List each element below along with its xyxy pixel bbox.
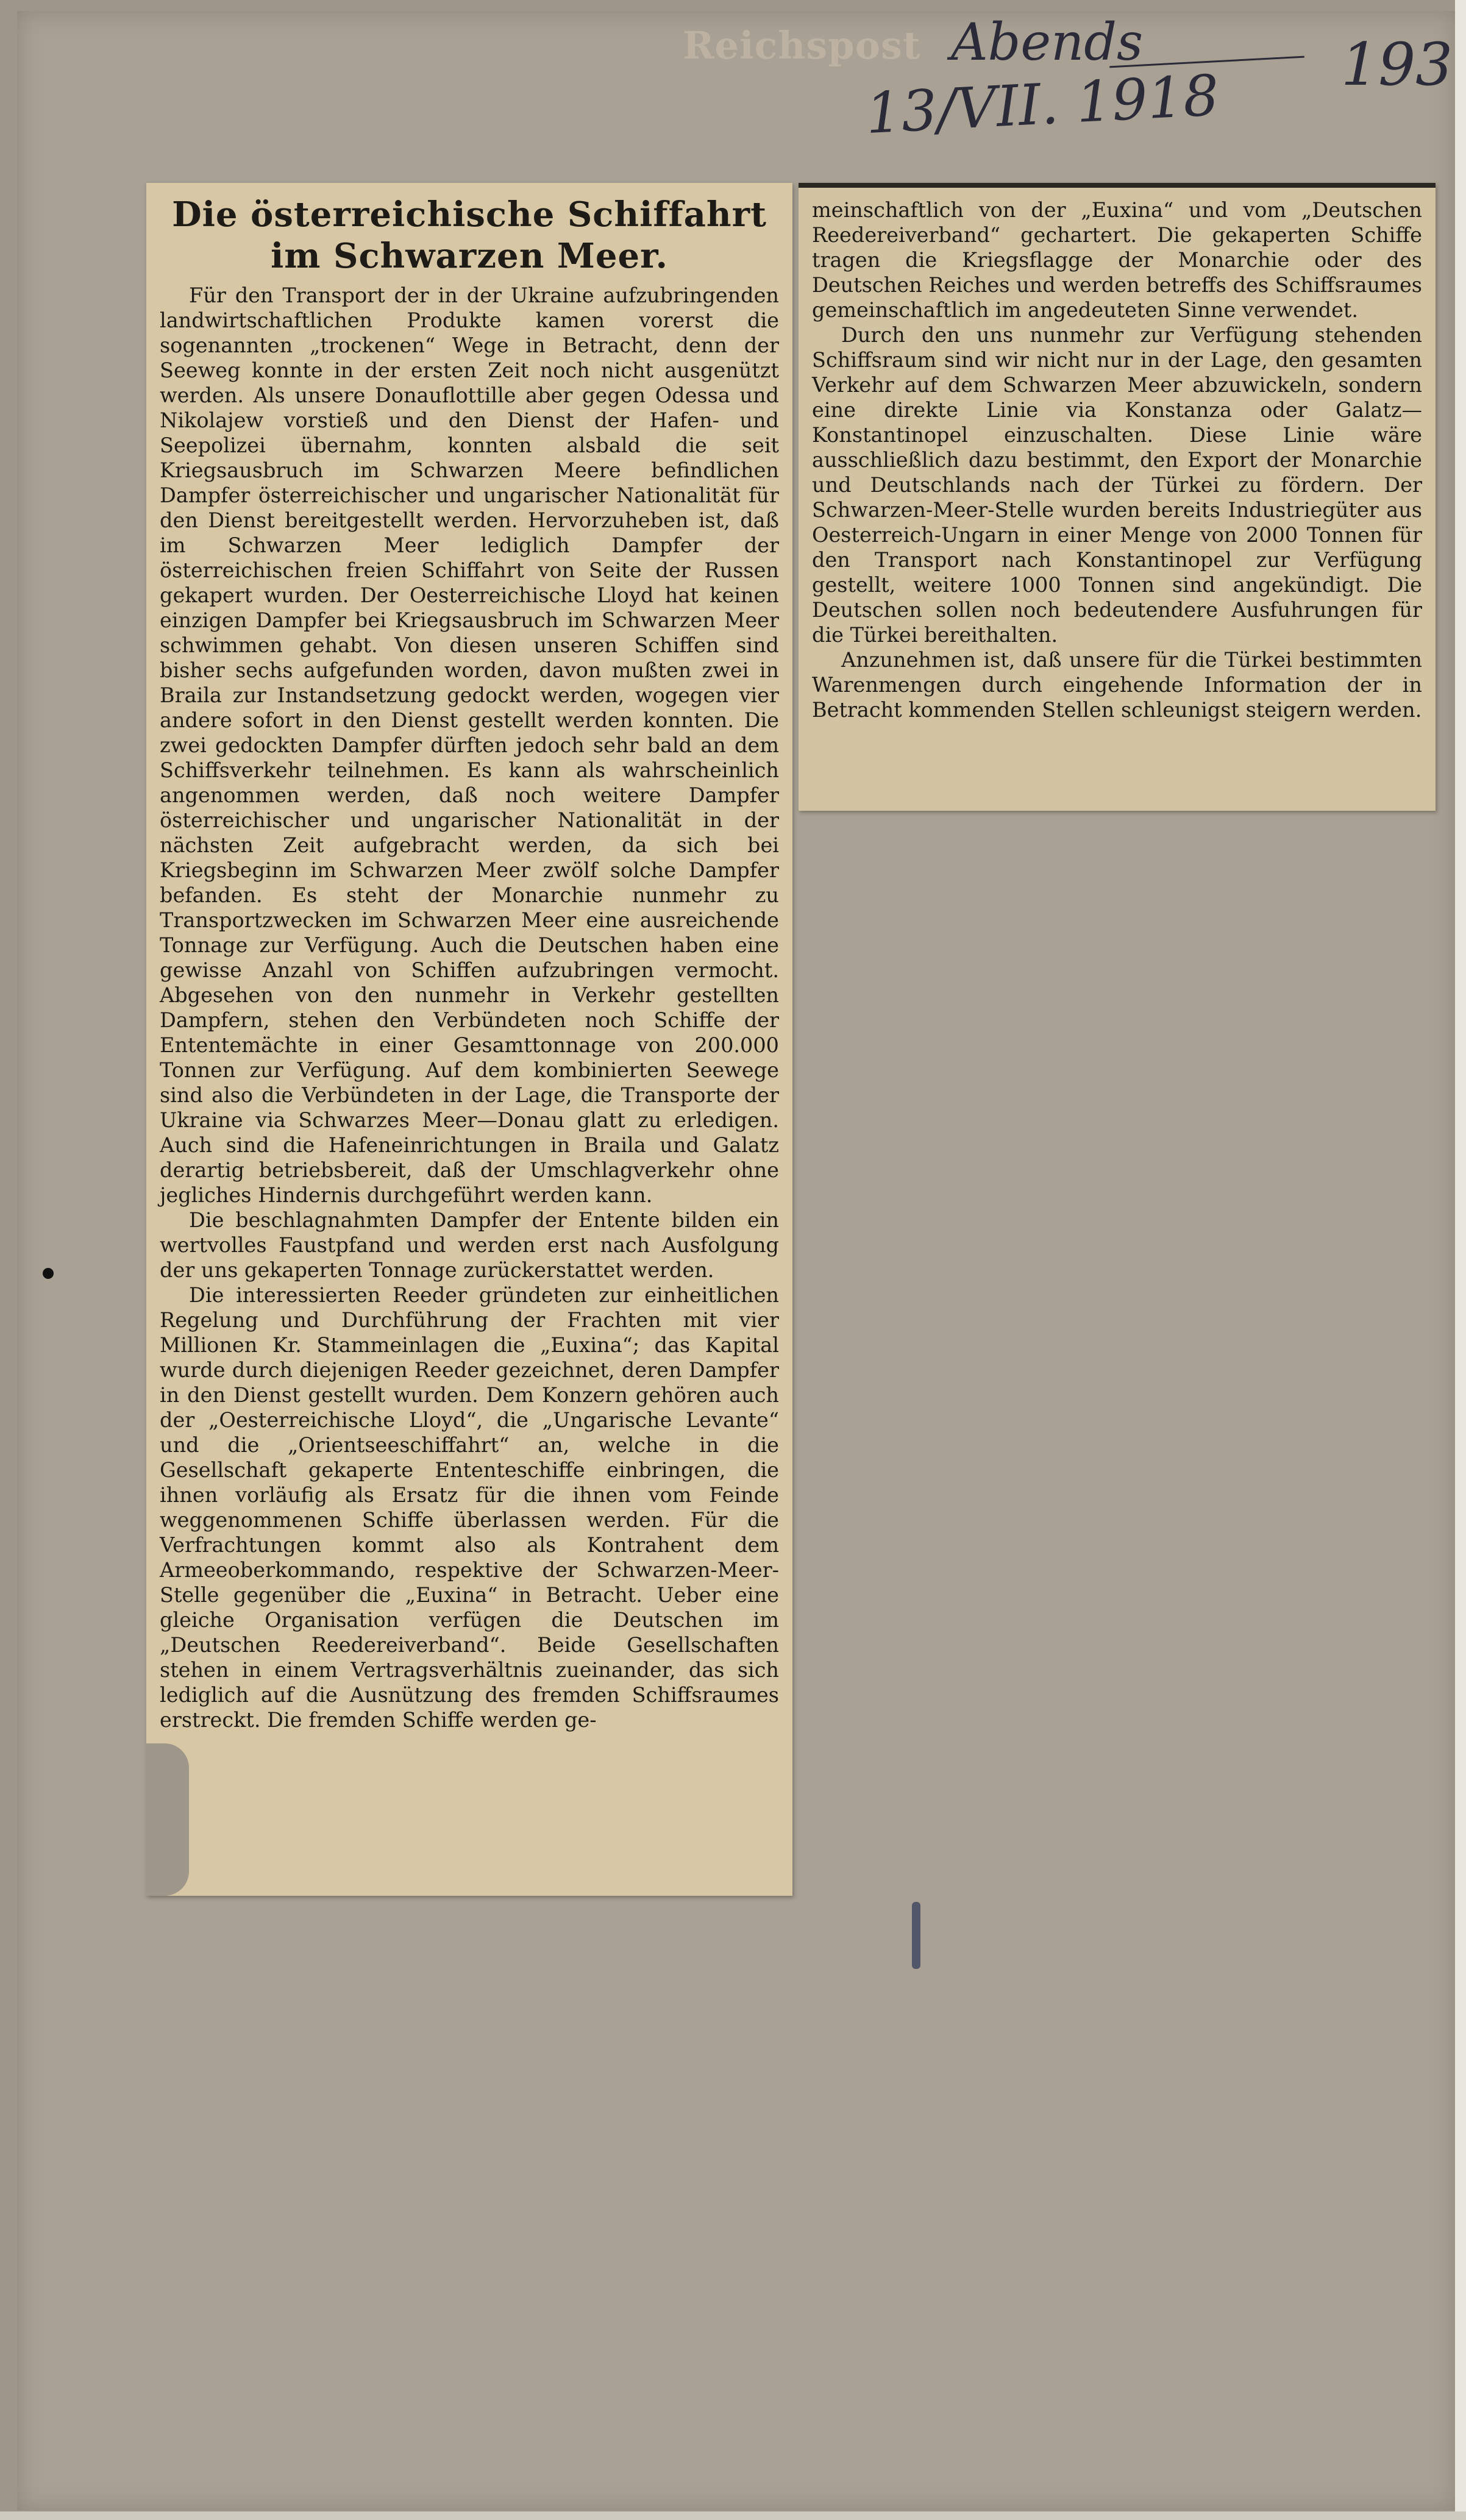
torn-corner xyxy=(146,1743,189,1896)
scan-edge-right xyxy=(1455,0,1466,2520)
handwritten-page-number: 193 xyxy=(1341,30,1453,99)
ink-blot xyxy=(912,1902,920,1969)
source-stamp: Reichspost xyxy=(683,23,921,68)
headline-line-2: im Schwarzen Meer. xyxy=(270,236,669,276)
paragraph: meinschaftlich von der „Euxina“ und vom „Deutschen Reedereiverband“ gechartert. Die gekaperten Schiffe tragen die Kriegsflagge der Monarchie oder des Deutschen Reiches und werden betreffs des Schiffsraumes gemeinschaftlich im angedeuteten Sinne verwendet. xyxy=(812,198,1422,322)
paragraph: Anzunehmen ist, daß unsere für die Türkei bestimmten Warenmengen durch eingehende Information der in Betracht kommenden Stellen schleunigst steigern werden. xyxy=(812,648,1422,722)
clipping-left-column xyxy=(146,183,792,1896)
scan-edge-bottom xyxy=(0,2511,1466,2520)
paragraph: Für den Transport der in der Ukraine aufzubringenden landwirtschaftlichen Produkte kamen vorerst die sogenannten „trockenen“ Wege in Betracht, denn der Seeweg konnte in der ersten Zeit noch nicht ausgenützt werden. Als unsere Donauflottille aber gegen Odessa und Nikolajew vorstieß und den Dienst der Hafen- und Seepolizei übernahm, konnten alsbald die seit Kriegsausbruch im Schwarzen Meere befindlichen Dampfer österreichischer und ungarischer Nationalität für den Dienst bereitgestellt werden. Hervorzuheben ist, daß im Schwarzen Meer lediglich Dampfer der österreichischen freien Schiffahrt von Seite der Russen gekapert wurden. Der Oesterreichische Lloyd hat keinen einzigen Dampfer bei Kriegsausbruch im Schwarzen Meer schwimmen gehabt. Von diesen unseren Schiffen sind bisher sechs aufgefunden worden, davon mußten zwei in Braila zur Instandsetzung gedockt werden, wogegen vier andere sofort in den Dienst gestellt werden konnten. Die zwei gedockten Dampfer dürften jedoch sehr bald an dem Schiffsverkehr teilnehmen. Es kann als wahrscheinlich angenommen werden, daß noch weitere Dampfer österreichischer und ungarischer Nationalität in der nächsten Zeit aufgebracht werden, da sich bei Kriegsbeginn im Schwarzen Meer zwölf solche Dampfer befanden. Es steht der Monarchie nunmehr zu Transportzwecken im Schwarzen Meer eine ausreichende Tonnage zur Verfügung. Auch die Deutschen haben eine gewisse Anzahl von Schiffen aufzubringen vermocht. Abgesehen von den nunmehr in Verkehr gestellten Dampfern, stehen den Verbündeten noch Schiffe der Ententemächte in einer Gesamttonnage von 200.000 Tonnen zur Verfügung. Auf dem kombinierten Seewege sind also die Verbündeten in der Lage, die Transporte der Ukraine via Schwarzes Meer—Donau glatt zu erledigen. Auch sind die Hafeneinrichtungen in Braila und Galatz derartig betriebsbereit, daß der Umschlagverkehr ohne jegliches Hindernis durchgeführt werden kann. xyxy=(160,283,779,1207)
ink-dot xyxy=(43,1268,54,1279)
clipping-right-column xyxy=(799,183,1436,811)
paragraph: Durch den uns nunmehr zur Verfügung stehenden Schiffsraum sind wir nicht nur in der Lage, den gesamten Verkehr auf dem Schwarzen Meer abzuwickeln, sondern eine direkte Linie via Konstanza oder Galatz—Konstantinopel einzuschalten. Diese Linie wäre ausschließlich dazu bestimmt, den Export der Monarchie und Deutschlands nach der Türkei zu fördern. Der Schwarzen-Meer-Stelle wurden bereits Industriegüter aus Oesterreich-Ungarn in einer Menge von 2000 Tonnen für den Transport nach Konstantinopel zur Verfügung gestellt, weitere 1000 Tonnen sind angekündigt. Die Deutschen sollen noch bedeutendere Ausfuhrungen für die Türkei bereithalten. xyxy=(812,323,1422,647)
left-column-text xyxy=(146,283,792,1732)
paragraph: Die interessierten Reeder gründeten zur einheitlichen Regelung und Durchführung der Frachten mit vier Millionen Kr. Stammeinlagen die „Euxina“; das Kapital wurde durch diejenigen Reeder gezeichnet, deren Dampfer in den Dienst gestellt wurden. Dem Konzern gehören auch der „Oesterreichische Lloyd“, die „Ungarische Levante“ und die „Orientseeschiffahrt“ an, welche in die Gesellschaft gekaperte Ententeschiffe einbringen, die ihnen vorläufig als Ersatz für die ihnen vom Feinde weggenommenen Schiffe überlassen werden. Für die Verfrachtungen kommt also als Kontrahent dem Armeeoberkommando, respektive der Schwarzen-Meer-Stelle gegenüber die „Euxina“ in Betracht. Ueber eine gleiche Organisation verfügen die Deutschen im „Deutschen Reedereiverband“. Beide Gesellschaften stehen in einem Vertragsverhältnis zueinander, das sich lediglich auf die Ausnützung des fremden Schiffsraumes erstreckt. Die fremden Schiffe werden ge- xyxy=(160,1283,779,1732)
handwritten-date: 13/VII. 1918 xyxy=(864,62,1221,147)
headline-line-1: Die österreichische Schiffahrt xyxy=(172,194,767,235)
paragraph: Die beschlagnahmten Dampfer der Entente bilden ein wertvolles Faustpfand und werden erst nach Ausfolgung der uns gekaperten Tonnage zurückerstattet werden. xyxy=(160,1208,779,1282)
right-column-text xyxy=(799,183,1436,722)
handwritten-edition: Abends xyxy=(951,12,1144,72)
article-headline xyxy=(158,194,780,277)
